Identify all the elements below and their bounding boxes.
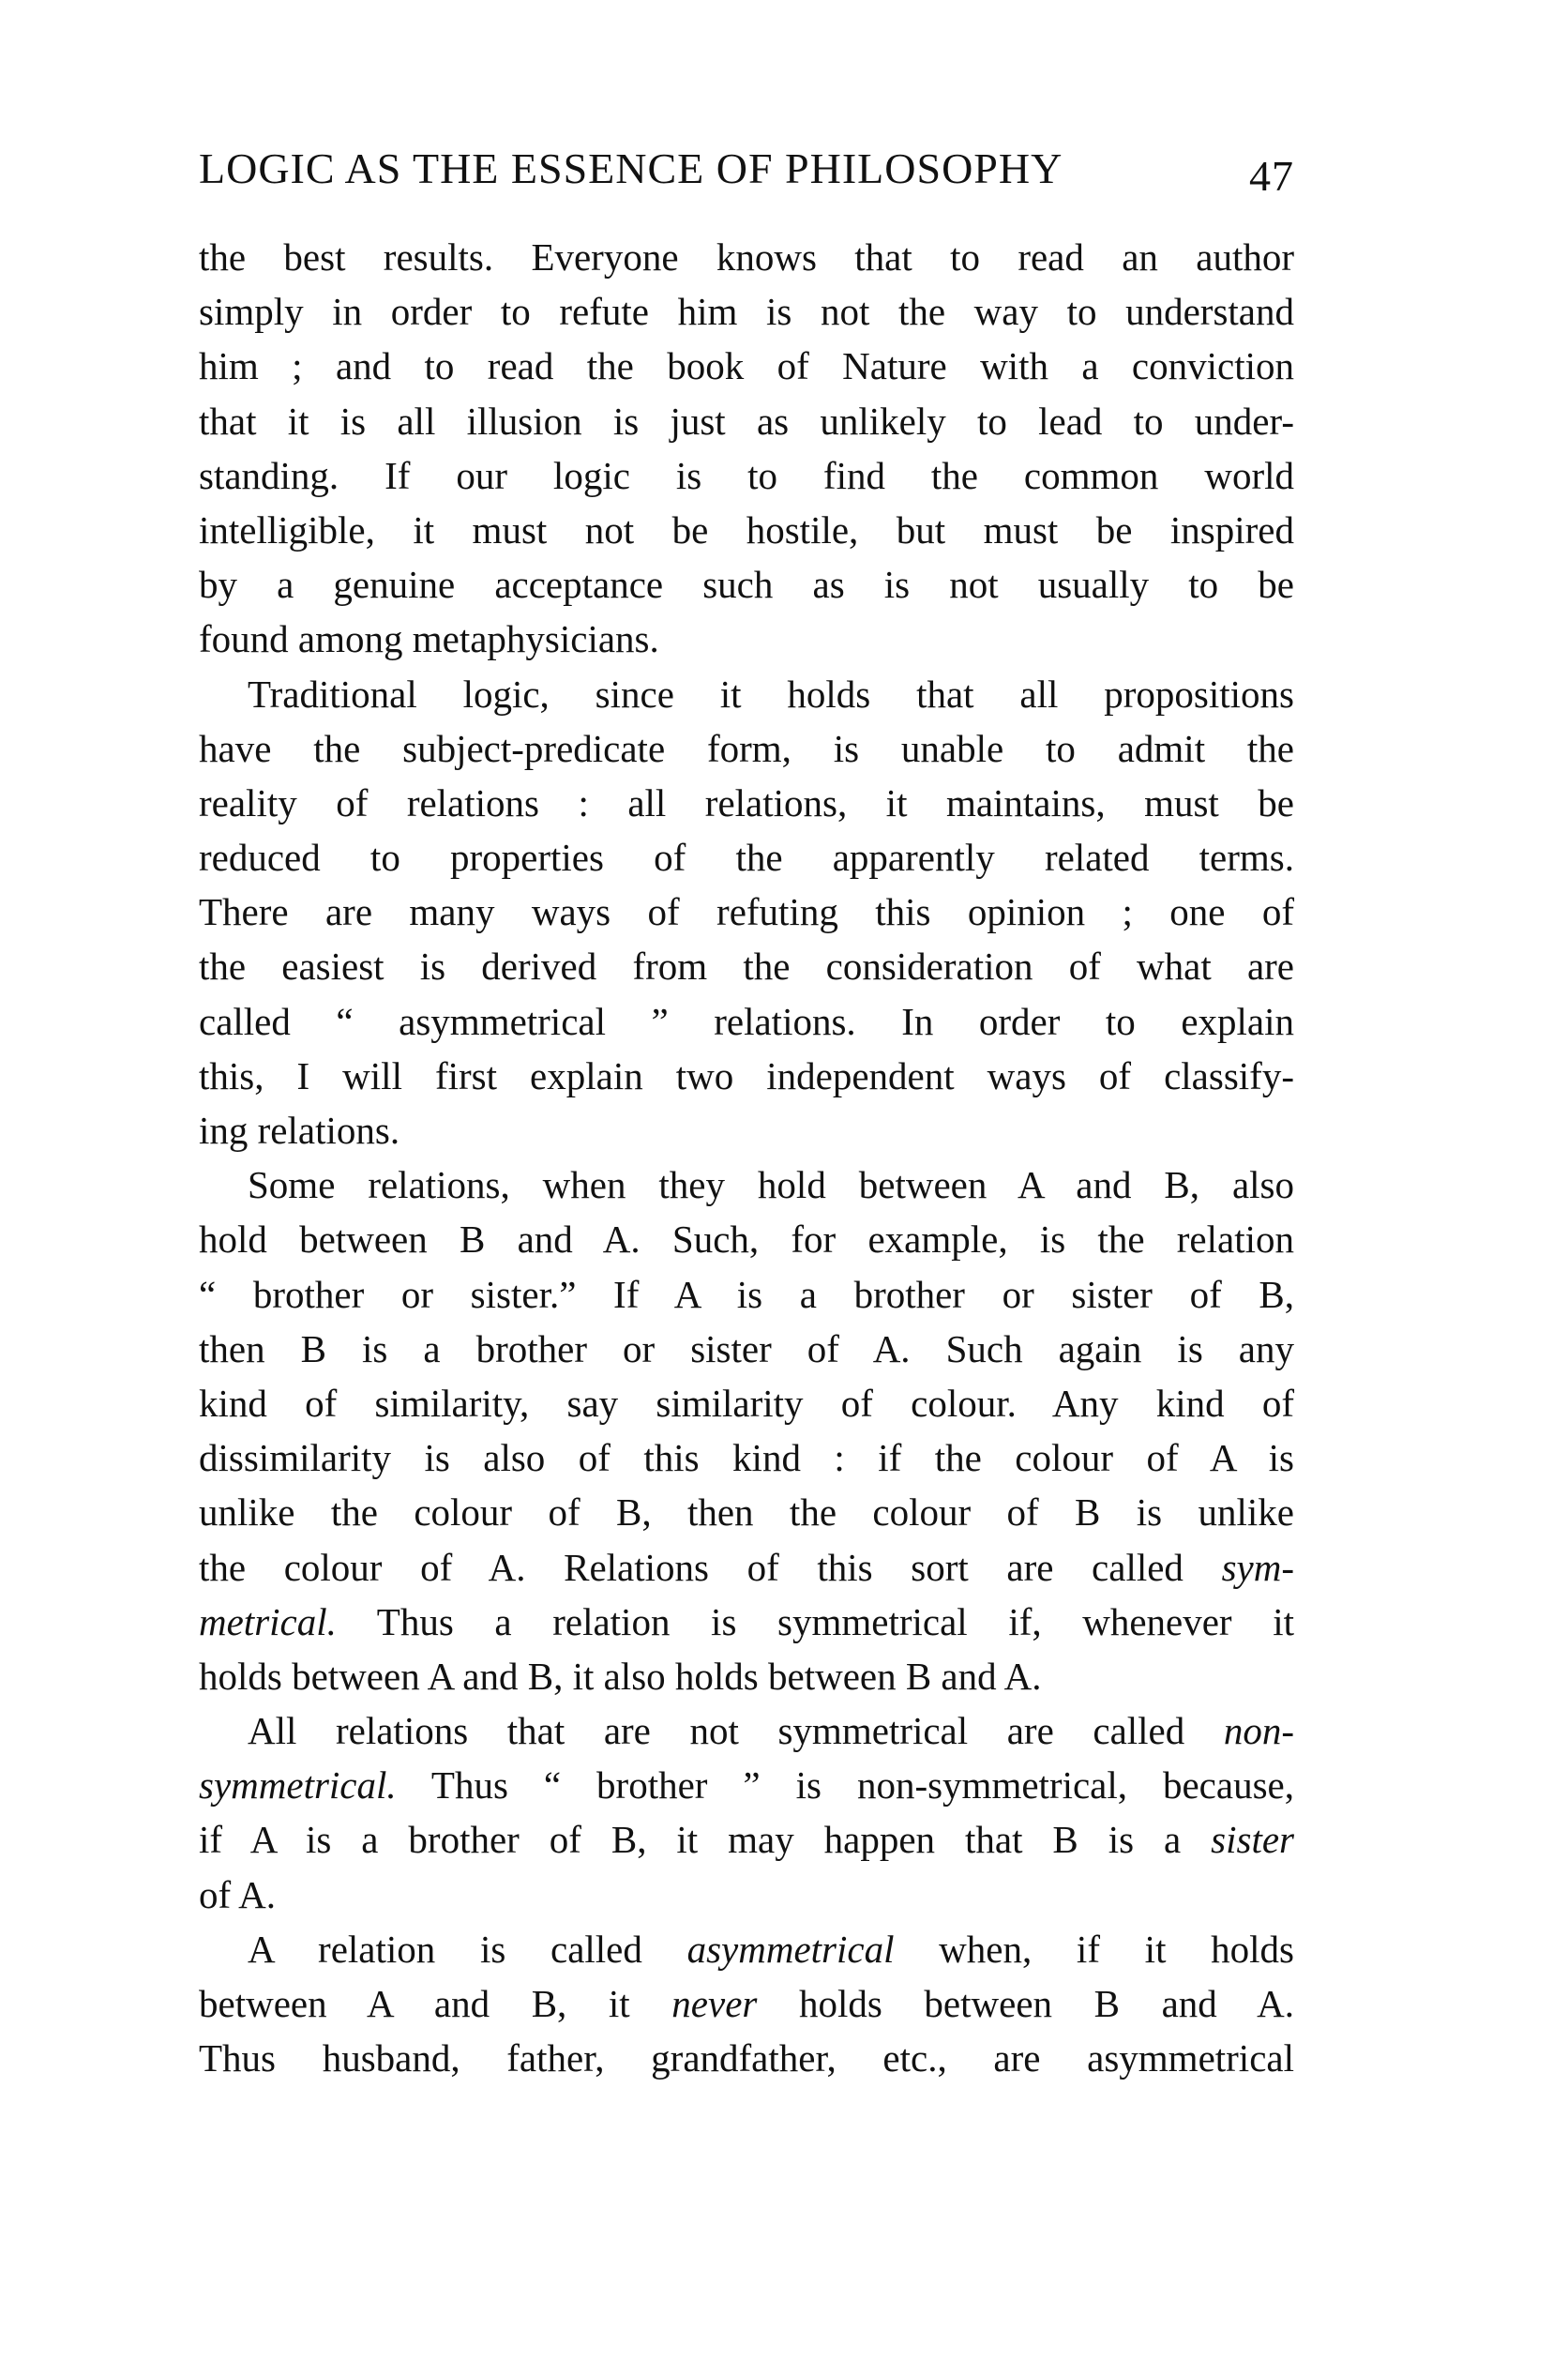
text-line: intelligible, it must not be hostile, but must be inspired [199, 507, 1294, 552]
page-number: 47 [1249, 152, 1294, 200]
text-run: if A is a brother of B, it may happen that B is a [199, 1818, 1212, 1862]
text-run: A relation is called [248, 1927, 687, 1971]
text-run: All relations that are not symmetrical are called [248, 1709, 1224, 1753]
text-line [199, 1595, 1294, 1649]
italic-term: asymmetrical [686, 1927, 895, 1971]
text-line: then B is a brother or sister of A. Such again is any [199, 1326, 1294, 1370]
text-line [199, 1758, 1294, 1812]
text-line: hold between B and A. Such, for example, is the relation [199, 1218, 1294, 1262]
text-line: have the subject-predicate form, is unable to admit the [199, 726, 1294, 770]
text-line: unlike the colour of B, then the colour of B is unlike [199, 1490, 1294, 1535]
text-line: Some relations, when they hold between A and B, also [248, 1163, 1294, 1207]
text-line [199, 1812, 1294, 1867]
text-line: “ brother or sister.” If A is a brother or sister of B, [199, 1272, 1294, 1316]
text-line: Thus husband, father, grandfather, etc., are asymmetrical [199, 2036, 1294, 2080]
running-title: LOGIC AS THE ESSENCE OF PHILOSOPHY [199, 144, 1063, 192]
text-line: reduced to properties of the apparently related terms. [199, 836, 1294, 880]
text-line: of A. [199, 1872, 276, 1916]
text-line [199, 1540, 1294, 1595]
paragraph [199, 1157, 1294, 1703]
body-text [199, 230, 1294, 2085]
italic-term: metrical. [199, 1599, 337, 1643]
text-run: the colour of A. Relations of this sort are called [199, 1545, 1222, 1589]
text-line: standing. If our logic is to find the common world [199, 453, 1294, 497]
text-line: by a genuine acceptance such as is not usually to be [199, 563, 1294, 607]
text-line: ing relations. [199, 1109, 400, 1152]
text-line: simply in order to refute him is not the way to understand [199, 290, 1294, 334]
text-line: him ; and to read the book of Nature with a conviction [199, 344, 1294, 388]
text-line: this, I will first explain two independent ways of classify- [199, 1053, 1294, 1097]
text-line: dissimilarity is also of this kind : if the colour of A is [199, 1436, 1294, 1480]
italic-term: symmetrical. [199, 1763, 397, 1808]
text-run: when, if it holds [894, 1927, 1294, 1971]
text-line: called “ asymmetrical ” relations. In order to explain [199, 999, 1294, 1043]
text-line: the best results. Everyone knows that to read an author [199, 235, 1294, 279]
text-line: Traditional logic, since it holds that all propositions [248, 672, 1294, 716]
text-line: found among metaphysicians. [199, 617, 659, 661]
text-run: between A and B, it [199, 1982, 672, 2025]
paragraph [199, 667, 1294, 1158]
text-run: holds between B and A. [757, 1982, 1294, 2025]
text-run: Thus “ brother ” is non-symmetrical, because, [396, 1763, 1294, 1808]
text-line: the easiest is derived from the consideration of what are [199, 945, 1294, 989]
italic-term: sym- [1221, 1545, 1294, 1589]
text-run: Thus a relation is symmetrical if, whenever it [336, 1599, 1294, 1643]
paragraph [199, 230, 1294, 667]
text-line: There are many ways of refuting this opinion ; one of [199, 890, 1294, 934]
paragraph [199, 1703, 1294, 1922]
text-line: holds between A and B, it also holds between B and A. [199, 1654, 1042, 1698]
text-line [199, 1922, 1294, 1976]
text-line [199, 1703, 1294, 1758]
italic-term: non- [1223, 1709, 1294, 1753]
text-line: kind of similarity, say similarity of colour. Any kind of [199, 1381, 1294, 1425]
text-line: that it is all illusion is just as unlikely to lead to under- [199, 399, 1294, 443]
text-line: reality of relations : all relations, it maintains, must be [199, 780, 1294, 824]
italic-term: sister [1211, 1818, 1294, 1862]
italic-term: never [671, 1982, 758, 2025]
paragraph [199, 1922, 1294, 2086]
text-line [199, 1976, 1294, 2031]
